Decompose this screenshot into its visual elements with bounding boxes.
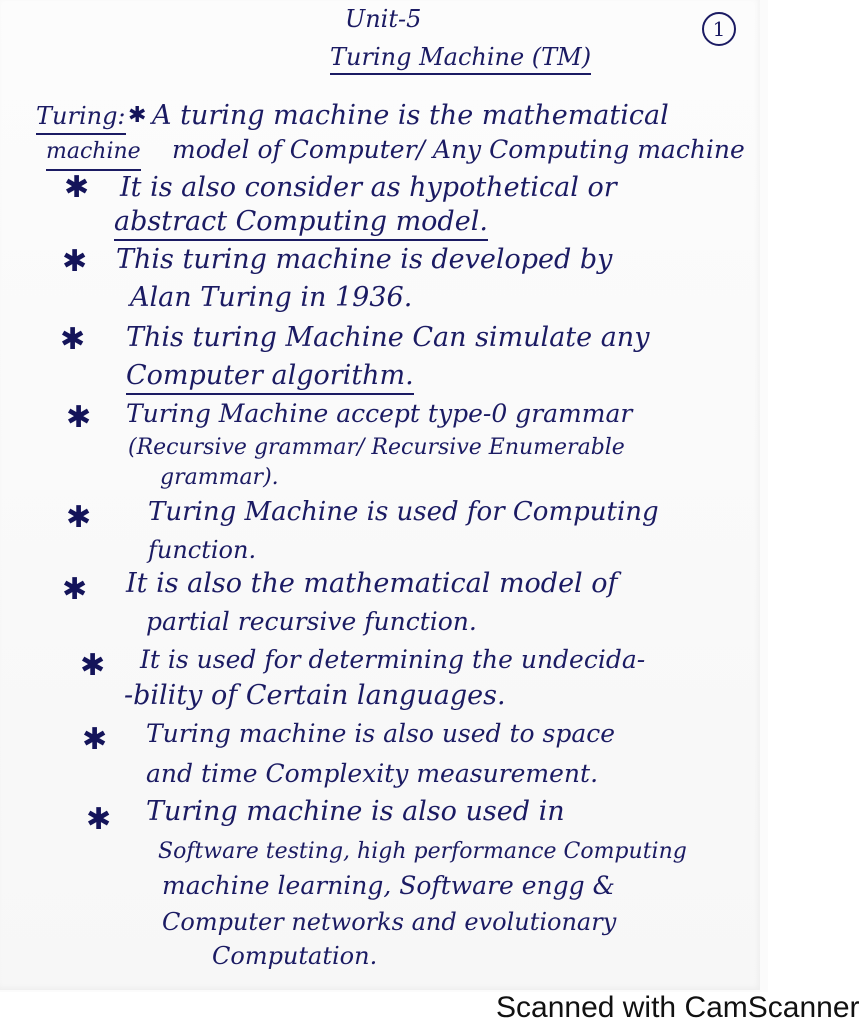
point-2-line-1: This turing machine is developed by — [116, 244, 613, 275]
point-8-line-1: Turing machine is also used to space — [146, 719, 616, 748]
point-4-line-3: grammar). — [160, 465, 279, 490]
point-9-line-5: Computation. — [212, 942, 378, 970]
bullet-icon: ✱ — [66, 500, 92, 535]
point-9-line-3: machine learning, Software engg & — [162, 871, 615, 900]
intro-label: Turing: — [36, 100, 126, 135]
point-9-line-1: Turing machine is also used in — [146, 796, 565, 827]
point-9-line-2: Software testing, high performance Computing — [158, 839, 687, 864]
point-2-line-2: Alan Turing in 1936. — [130, 282, 413, 313]
bullet-icon: ✱ — [128, 103, 147, 128]
bullet-icon: ✱ — [64, 170, 90, 205]
bullet-icon: ✱ — [62, 572, 88, 607]
bullet-icon: ✱ — [60, 322, 86, 357]
bullet-icon: ✱ — [66, 400, 92, 435]
point-7-line-2: -bility of Certain languages. — [124, 680, 506, 711]
point-9-line-4: Computer networks and evolutionary — [162, 908, 617, 936]
point-4-line-2: (Recursive grammar/ Recursive Enumerable — [128, 435, 625, 460]
point-6-line-2: partial recursive function. — [146, 607, 477, 636]
point-4-line-1: Turing Machine accept type-0 grammar — [126, 399, 633, 428]
page-number: 1 — [702, 12, 736, 46]
point-3-line-1: This turing Machine Can simulate any — [126, 322, 650, 353]
bullet-icon: ✱ — [62, 244, 88, 279]
point-6-line-1: It is also the mathematical model of — [126, 568, 618, 599]
intro-machine-word: machine — [46, 136, 141, 171]
page-title: Turing Machine (TM) — [330, 42, 591, 75]
point-5-line-1: Turing Machine is used for Computing — [148, 497, 659, 527]
intro-line-1: A turing machine is the mathematical — [152, 100, 669, 131]
intro-line-2: model of Computer/ Any Computing machine — [172, 135, 745, 164]
point-1-line-2: abstract Computing model. — [114, 206, 488, 241]
point-8-line-2: and time Complexity measurement. — [146, 759, 599, 788]
point-7-line-1: It is used for determining the undecida- — [140, 645, 646, 674]
scanner-footer — [0, 991, 860, 1024]
point-5-line-2: function. — [148, 536, 257, 564]
scanner-watermark: Scanned with CamScanner — [496, 991, 860, 1024]
point-3-line-2: Computer algorithm. — [126, 360, 414, 395]
bullet-icon: ✱ — [86, 802, 112, 837]
unit-heading: Unit-5 — [345, 5, 422, 33]
point-1-line-1: It is also consider as hypothetical or — [120, 172, 617, 203]
bullet-icon: ✱ — [80, 648, 106, 683]
bullet-icon: ✱ — [82, 722, 108, 757]
